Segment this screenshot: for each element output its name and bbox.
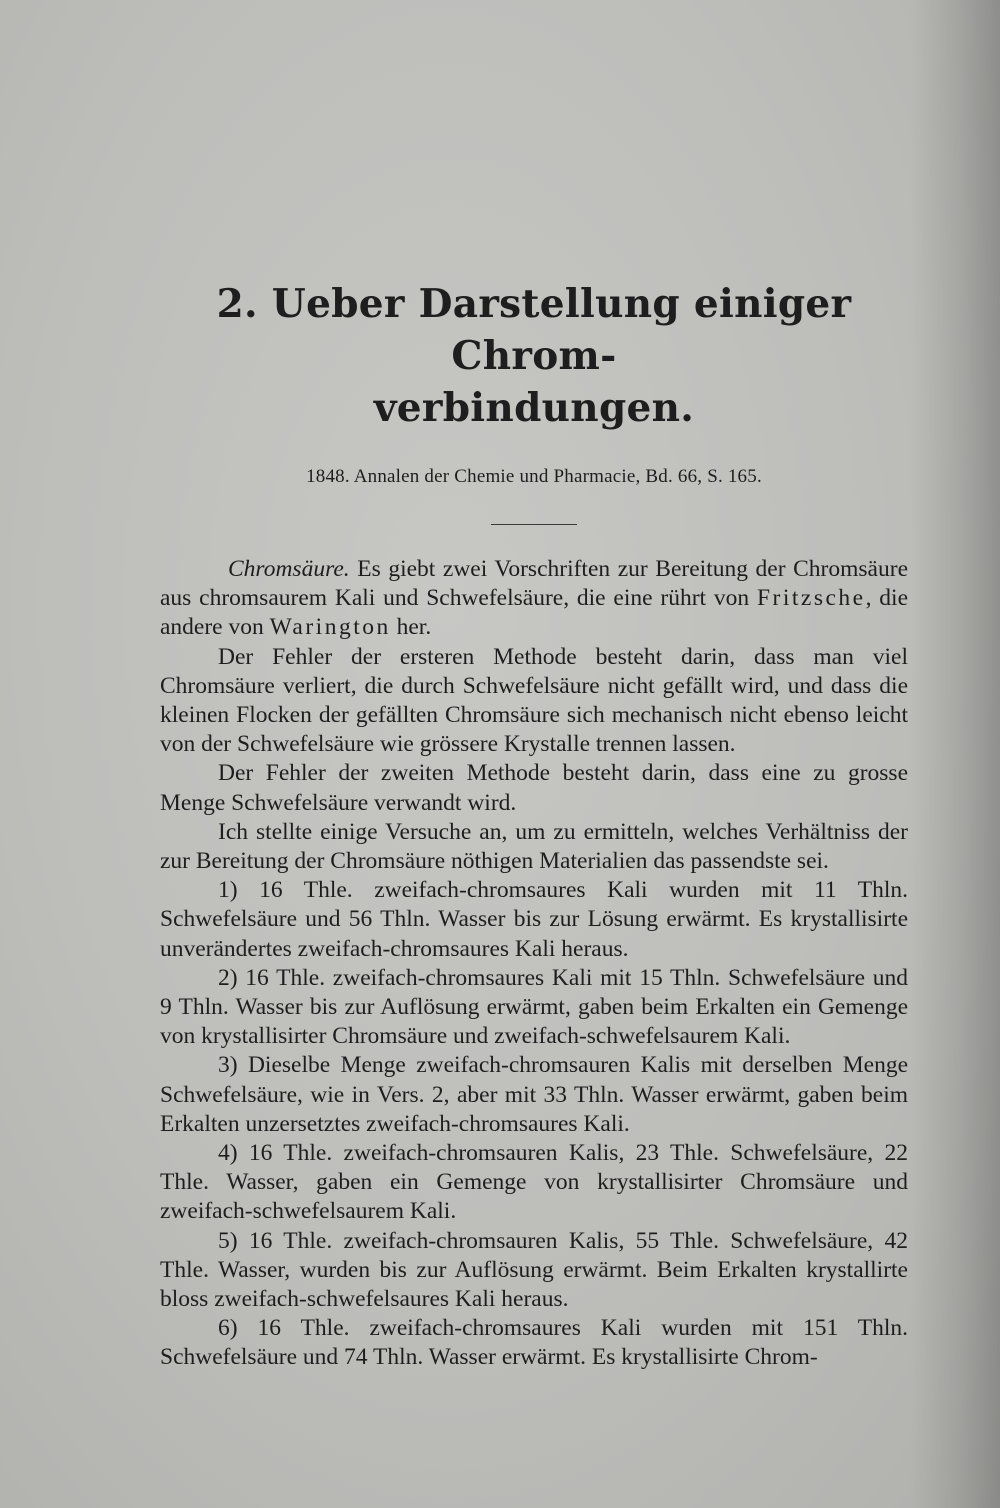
paragraph-1 [160, 555, 908, 643]
citation-line: 1848. Annalen der Chemie und Pharmacie, Bd. 66, S. 165. [306, 466, 762, 487]
title-line-1: 2. Ueber Darstellung einiger Chrom- [216, 281, 852, 379]
author-name-fritzsche: Fritzsche [756, 585, 866, 612]
paragraph-8: 4) 16 Thle. zweifach-chromsauren Kalis, 23 Thle. Schwefelsäure, 22 Thle. Wasser, gaben ein Gemenge von krystallisirter Chromsäure und zweifach-schwefelsaurem Kali. [160, 1140, 908, 1225]
paragraph-1-text-c: her. [390, 614, 432, 641]
paragraph-3: Der Fehler der zweiten Methode besteht darin, dass eine zu grosse Menge Schwefelsäure verwandt wird. [160, 760, 908, 816]
paragraph-1-text-b: , die andere von [160, 585, 908, 641]
title-line-2: verbindungen. [373, 385, 695, 431]
paragraph-1-text-a: Es giebt zwei Vorschriften zur Bereitung der Chromsäure aus chromsaurem Kali und Schwefelsäure, die eine rührt von [160, 556, 908, 612]
paragraph-9: 5) 16 Thle. zweifach-chromsauren Kalis, 55 Thle. Schwefelsäure, 42 Thle. Wasser, wurden bis zur Auflösung erwärmt. Beim Erkalten krystallirte bloss zweifach-schwefelsaures Kali heraus. [160, 1227, 908, 1313]
body-text [160, 555, 908, 1373]
paragraph-6: 2) 16 Thle. zweifach-chromsaures Kali mit 15 Thln. Schwefelsäure und 9 Thln. Wasser bis zur Auflösung erwärmt, gaben beim Erkalten ein Gemenge von krystallisirter Chromsäure und zweifach-schwefelsaurem Kali. [160, 964, 908, 1050]
page-edge-shadow [910, 0, 1000, 1508]
paragraph-5: 1) 16 Thle. zweifach-chromsaures Kali wurden mit 11 Thln. Schwefelsäure und 56 Thln. Wasser bis zur Lösung erwärmt. Es krystallisirte unverändertes zweifach-chromsaures Kali heraus. [160, 877, 908, 962]
separator-rule [491, 524, 577, 525]
paragraph-7: 3) Dieselbe Menge zweifach-chromsauren Kalis mit derselben Menge Schwefelsäure, wie in Vers. 2, aber mit 33 Thln. Wasser erwärmt, gaben beim Erkalten unzersetztes zweifach-chromsaures Kali. [160, 1052, 908, 1137]
paragraph-lead: Chromsäure. [228, 556, 350, 582]
page-content [160, 278, 908, 1373]
author-name-warington: Warington [269, 614, 391, 641]
paragraph-2: Der Fehler der ersteren Methode besteht darin, dass man viel Chromsäure verliert, die durch Schwefelsäure nicht gefällt wird, und dass die kleinen Flocken der gefällten Chromsäure sich mechanisch nicht ebenso leicht von der Schwefelsäure wie grössere Krystalle trennen lassen. [160, 643, 908, 758]
paragraph-10: 6) 16 Thle. zweifach-chromsaures Kali wurden mit 151 Thln. Schwefelsäure und 74 Thln. Wasser erwärmt. Es krystallisirte Chrom- [160, 1315, 908, 1371]
article-title [160, 278, 908, 434]
paragraph-4: Ich stellte einige Versuche an, um zu ermitteln, welches Verhältniss der zur Bereitung der Chromsäure nöthigen Materialien das passendste sei. [160, 818, 908, 875]
